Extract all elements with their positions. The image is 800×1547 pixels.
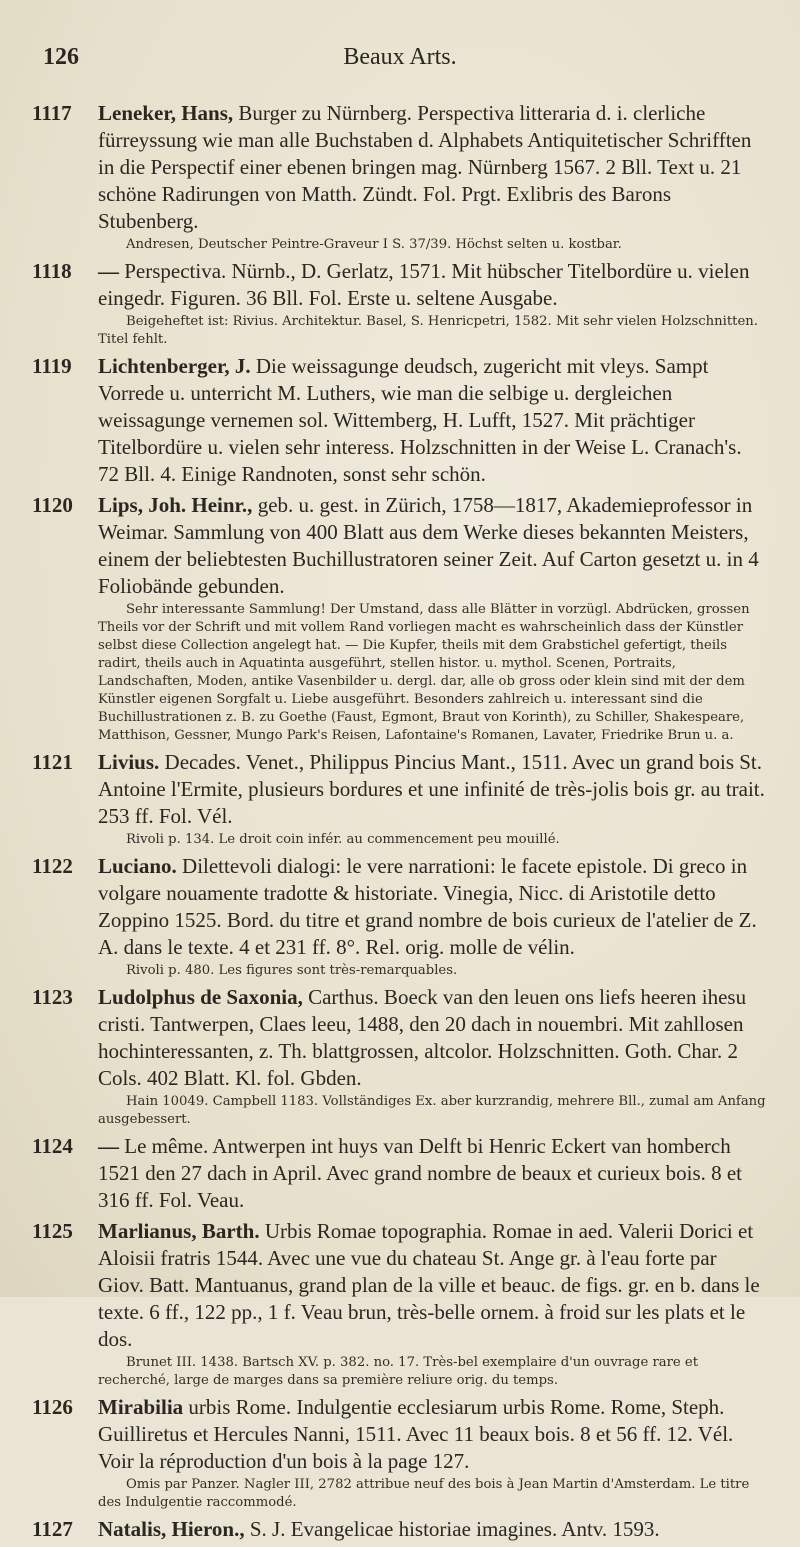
entry-text: Dilettevoli dialogi: le vere narrationi: le facete epistole. Di greco in volgare nouamente tradotte & historiate. Vinegia, Nicc. di Aristotile detto Zoppino 1525. Bord. du titre et grand nombre de bois curieux de l'atelier de Z. A. dans le texte. 4 et 231 ff. 8°. Rel. orig. molle de vélin. (98, 854, 757, 959)
entry-author: — (98, 1134, 119, 1158)
entry-text: Burger zu Nürnberg. Perspectiva litteraria d. i. clerliche fürreyssung wie man alle Buchstaben d. Alphabets Antiquitetischer Schrifften in die Perspectif einer ebenen bringen mag. Nürnberg 1567. 2 Bll. Text u. 21 schöne Radirungen von Matth. Zündt. Fol. Prgt. Exlibris des Barons Stubenberg. (98, 101, 752, 233)
entry-number: 1118 (32, 259, 72, 283)
entry-number: 1124 (32, 1134, 73, 1158)
entry-note: Hain 10049. Campbell 1183. Vollständiges Ex. aber kurzrandig, mehrere Bll., zumal am Anfang ausgebessert. (98, 1094, 766, 1127)
entry-text: Die weissagunge deudsch, zugericht mit vleys. Sampt Vorrede u. unterricht M. Luthers, wie man die selbige u. dergleichen weissagunge vernemen sol. Wittemberg, H. Lufft, 1527. Mit prächtiger Titelbordüre u. vielen sehr interess. Holzschnitten in der Weise L. Cranach's. 72 Bll. 4. Einige Randnoten, sonst sehr schön. (98, 354, 742, 486)
entry-author: — (98, 259, 119, 283)
entry-note: Rivoli p. 134. Le droit coin infér. au commencement peu mouillé. (126, 832, 560, 847)
entry-body (98, 1133, 766, 1214)
entry-number: 1126 (32, 1395, 73, 1419)
entry-author: Leneker, Hans, (98, 101, 234, 125)
catalogue-entry (0, 853, 800, 980)
entry-text: geb. u. gest. in Zürich, 1758—1817, Akademieprofessor in Weimar. Sammlung von 400 Blatt aus dem Werke dieses bekannten Meisters, einem der beliebtesten Buchillustratoren seiner Zeit. Auf Carton gesetzt u. in 4 Foliobände gebunden. (98, 493, 759, 598)
catalogue-entry (0, 492, 800, 745)
page-header (0, 44, 800, 84)
entry-body (98, 1218, 766, 1390)
entry-note: Andresen, Deutscher Peintre-Graveur I S. 37/39. Höchst selten u. kostbar. (126, 237, 622, 252)
entry-note: Omis par Panzer. Nagler III, 2782 attribue neuf des bois à Jean Martin d'Amsterdam. Le titre des Indulgentie raccommodé. (98, 1477, 750, 1510)
catalogue-entry (0, 984, 800, 1129)
entry-body (98, 1516, 766, 1543)
entry-note: Rivoli p. 480. Les figures sont très-remarquables. (126, 963, 458, 978)
entry-body (98, 853, 766, 980)
entry-number: 1119 (32, 354, 72, 378)
catalogue-entry (0, 100, 800, 254)
entry-author: Luciano. (98, 854, 177, 878)
entry-text: Carthus. Boeck van den leuen ons liefs heeren ihesu cristi. Tantwerpen, Claes leeu, 1488, den 20 dach in nouembri. Mit zahllosen hochinteressanten, z. Th. blattgrossen, altcolor. Holzschnitten. Goth. Char. 2 Cols. 402 Blatt. Kl. fol. Gbden. (98, 985, 747, 1090)
running-title: Beaux Arts. (343, 44, 457, 70)
entry-text: S. J. Evangelicae historiae imagines. Antv. 1593. (249, 1517, 660, 1541)
catalogue-entry (0, 1133, 800, 1214)
entry-body (98, 1394, 766, 1512)
catalogue-entry (0, 1516, 800, 1543)
catalogue-entry (0, 749, 800, 849)
entry-number: 1117 (32, 101, 72, 125)
entry-body (98, 353, 766, 488)
entry-text: Perspectiva. Nürnb., D. Gerlatz, 1571. Mit hübscher Titelbordüre u. vielen eingedr. Figuren. 36 Bll. Fol. Erste u. seltene Ausgabe. (98, 259, 750, 310)
catalogue-entries (0, 100, 800, 1547)
entry-note: Brunet III. 1438. Bartsch XV. p. 382. no. 17. Très-bel exemplaire d'un ouvrage rare et recherché, large de marges dans sa première reliure orig. du temps. (98, 1355, 699, 1388)
entry-text: Decades. Venet., Philippus Pincius Mant., 1511. Avec un grand bois St. Antoine l'Ermite, plusieurs bordures et une infinité de très-jolis bois gr. au trait. 253 ff. Fol. Vél. (98, 750, 765, 828)
entry-number: 1125 (32, 1219, 73, 1243)
entry-text: Le même. Antwerpen int huys van Delft bi Henric Eckert van homberch 1521 den 27 dach in April. Avec grand nombre de beaux et curieux bois. 8 et 316 ff. Fol. Veau. (98, 1134, 743, 1212)
catalogue-entry (0, 353, 800, 488)
entry-author: Livius. (98, 750, 160, 774)
entry-number: 1121 (32, 750, 73, 774)
entry-number: 1120 (32, 493, 73, 517)
entry-author: Lips, Joh. Heinr., (98, 493, 253, 517)
entry-author: Marlianus, Barth. (98, 1219, 260, 1243)
catalogue-entry (0, 258, 800, 349)
page-number: 126 (43, 44, 79, 70)
entry-number: 1123 (32, 985, 73, 1009)
entry-author: Mirabilia (98, 1395, 184, 1419)
entry-body (98, 749, 766, 849)
entry-body (98, 258, 766, 349)
entry-note: Sehr interessante Sammlung! Der Umstand, dass alle Blätter in vorzügl. Abdrücken, grossen Theils vor der Schrift und mit vollem Rand vorliegen macht es wahrscheinlich dass der Künstler selbst diese Collection angelegt hat. — Die Kupfer, theils mit dem Grabstichel gefertigt, theils radirt, theils auch in Aquatinta ausgeführt, stellen histor. u. mythol. Scenen, Portraits, Landschaften, Moden, antike Vasenbilder u. dergl. dar, alle ob gross oder klein sind mit der dem Künstler eigenen Sorgfalt u. Liebe ausgeführt. Besonders zahlreich u. interessant sind die Buchillustrationen z. B. zu Goethe (Faust, Egmont, Braut von Korinth), zu Schiller, Shakespeare, Matthison, Gessner, Mungo Park's Reisen, Lafontaine's Romanen, Lavater, Friedrike Brun u. a. (98, 602, 750, 743)
entry-number: 1127 (32, 1517, 73, 1541)
entry-body (98, 984, 766, 1129)
entry-author: Ludolphus de Saxonia, (98, 985, 303, 1009)
catalogue-entry (0, 1218, 800, 1390)
entry-number: 1122 (32, 854, 73, 878)
entry-author: Natalis, Hieron., (98, 1517, 245, 1541)
entry-text: urbis Rome. Indulgentie ecclesiarum urbis Rome. Rome, Steph. Guilliretus et Hercules Nanni, 1511. Avec 11 beaux bois. 8 et 56 ff. 12. Vél. Voir la réproduction d'un bois à la page 127. (98, 1395, 734, 1473)
entry-body (98, 492, 766, 745)
catalogue-entry (0, 1394, 800, 1512)
entry-note: Beigeheftet ist: Rivius. Architektur. Basel, S. Henricpetri, 1582. Mit sehr vielen Holzschnitten. Titel fehlt. (98, 314, 758, 347)
entry-body (98, 100, 766, 254)
entry-author: Lichtenberger, J. (98, 354, 251, 378)
entry-text: Urbis Romae topographia. Romae in aed. Valerii Dorici et Aloisii fratris 1544. Avec une vue du chateau St. Ange gr. à l'eau forte par Giov. Batt. Mantuanus, grand plan de la ville et beauc. de figs. gr. en b. dans le texte. 6 ff., 122 pp., 1 f. Veau brun, très-belle ornem. à froid sur les plats et le dos. (98, 1219, 760, 1351)
